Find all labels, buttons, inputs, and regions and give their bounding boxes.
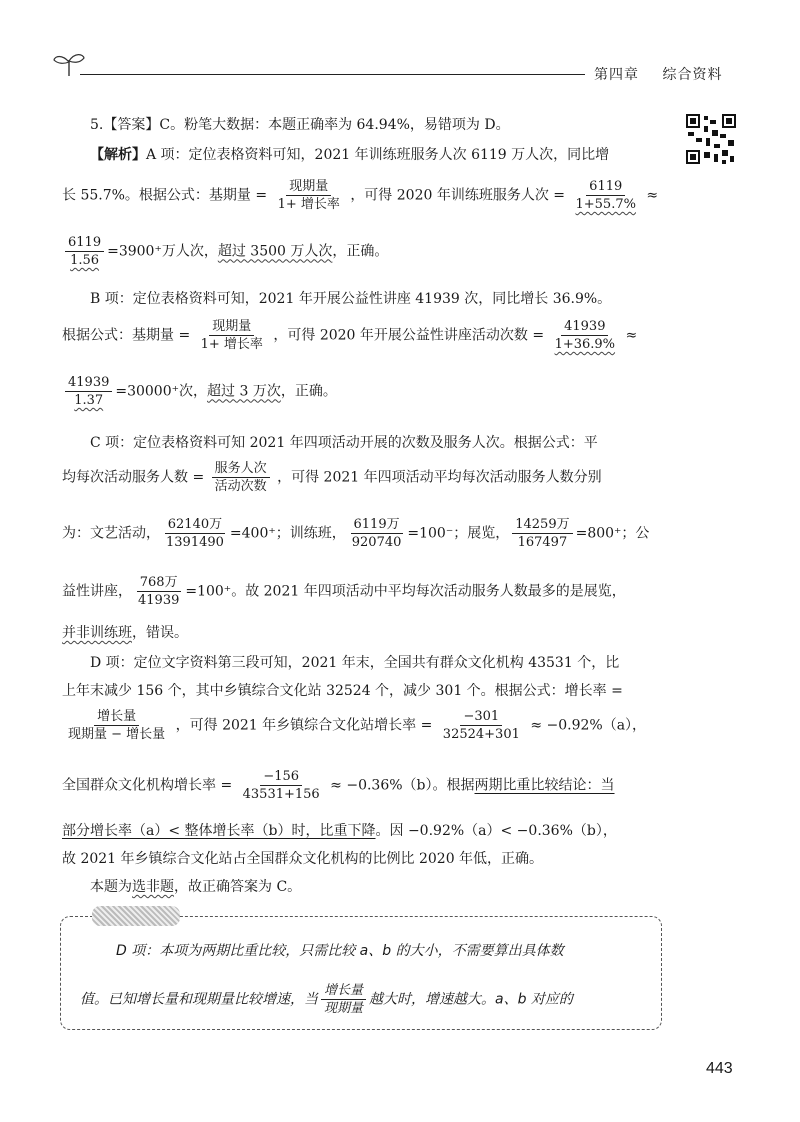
- d-text-3-end: ≈ −0.92%（a），: [530, 717, 647, 734]
- fraction-c-jiangzuo: [135, 574, 182, 609]
- fraction-a-approx: [65, 234, 104, 269]
- fraction-den: 1.56: [70, 253, 100, 268]
- approx-sign: ≈: [625, 327, 638, 344]
- a-text-1: A 项：定位表格资料可知，2021 年训练班服务人次 6119 万人次，同比增: [146, 147, 610, 163]
- fraction-den: 1+36.9%: [554, 337, 616, 352]
- analysis-d-line4: [62, 768, 615, 803]
- qr-code-icon: [686, 114, 736, 164]
- a-text-3-end: ，正确。: [332, 243, 389, 260]
- c-text-2-pre: 均每次活动服务人数 =: [62, 469, 205, 486]
- c-text-3a: 为：文艺活动，: [62, 525, 160, 542]
- fraction-num: 增长量: [94, 708, 139, 726]
- tip-line2: [80, 982, 573, 1017]
- fraction-base-formula-b: [198, 318, 266, 353]
- a-text-2-mid: ，可得 2020 年训练班服务人次 =: [350, 187, 566, 204]
- page-number: 443: [706, 1060, 733, 1077]
- conclusion-highlight: 选非题: [132, 879, 174, 895]
- chapter-label: 第四章: [594, 67, 639, 83]
- fraction-num: 现期量: [286, 178, 331, 196]
- analysis-c-line1: [90, 432, 598, 452]
- fraction-den: 32524+301: [442, 727, 520, 742]
- fraction-b-approx: [65, 374, 112, 409]
- analysis-a-line3: [62, 234, 388, 269]
- header-rule: [80, 74, 585, 75]
- analysis-d-line3: [62, 708, 646, 743]
- fraction-avg-formula: [212, 460, 270, 495]
- d-conclusion-underline-1: 两期比重比较结论：当: [474, 777, 615, 794]
- fraction-den: 41939: [138, 593, 180, 608]
- fraction-den: 43531+156: [242, 787, 320, 802]
- fraction-base-formula-a: [275, 178, 343, 213]
- d-text-4-pre: 全国群众文化机构增长率 =: [62, 777, 233, 794]
- d-text-1: D 项：定位文字资料第三段可知，2021 年末，全国共有群众文化机构 43531 个，比: [90, 655, 620, 671]
- fraction-num: 62140万: [165, 516, 225, 534]
- fraction-num: 6119万: [351, 516, 403, 534]
- fraction-b-calc: [552, 318, 618, 353]
- fraction-den: 1391490: [166, 535, 224, 550]
- fraction-den: 1+55.7%: [575, 197, 636, 212]
- fraction-growth-formula: [65, 708, 168, 743]
- answer-line: [90, 114, 510, 134]
- analysis-tag: 【解析】: [90, 147, 146, 163]
- tip-line1: [116, 940, 564, 960]
- fraction-den: 1+ 增长率: [200, 337, 263, 352]
- fraction-num: 14259万: [512, 516, 572, 534]
- analysis-b-line3: [62, 374, 337, 409]
- fraction-num: 服务人次: [212, 460, 270, 478]
- d-text-5-end: 。因 −0.92%（a）< −0.36%（b），: [375, 823, 617, 839]
- b-text-2-mid: ，可得 2020 年开展公益性讲座活动次数 =: [273, 327, 545, 344]
- analysis-d-line1: [90, 652, 619, 672]
- analysis-b-line1: [90, 288, 611, 308]
- c-text-3b: =400⁺；训练班，: [229, 525, 346, 542]
- fraction-tip: [321, 982, 366, 1017]
- c-text-3c: =100⁻；展览，: [407, 525, 510, 542]
- d-text-4-mid: ≈ −0.36%（b）。根据: [330, 777, 475, 794]
- analysis-c-line5: [62, 622, 188, 642]
- analysis-c-line3: [62, 516, 649, 551]
- tip-text-1: D 项：本项为两期比重比较，只需比较 a、b 的大小，不需要算出具体数: [116, 943, 564, 959]
- b-text-3-mid: =30000⁺次，: [115, 383, 208, 400]
- fraction-den: 现期量 − 增长量: [68, 727, 166, 742]
- analysis-c-line2: [62, 460, 602, 495]
- fraction-a-calc: [572, 178, 638, 213]
- analysis-a-line1: [90, 144, 609, 164]
- c-text-1: C 项：定位表格资料可知 2021 年四项活动开展的次数及服务人次。根据公式：平: [90, 435, 598, 451]
- d-text-2: 上年末减少 156 个，其中乡镇综合文化站 32524 个，减少 301 个。根据公式：增长率 =: [62, 683, 623, 699]
- fraction-den: 1+ 增长率: [277, 197, 340, 212]
- a-text-2-pre: 长 55.7%。根据公式：基期量 =: [62, 187, 268, 204]
- fraction-num: 现期量: [209, 318, 254, 336]
- analysis-a-line2: [62, 178, 658, 213]
- conclusion-end: ，故正确答案为 C。: [174, 879, 302, 895]
- c-text-4b: =100⁺。故 2021 年四项活动中平均每次活动服务人数最多的是展览，: [185, 583, 626, 600]
- fraction-num: 6119: [65, 234, 104, 252]
- d-text-6: 故 2021 年乡镇综合文化站占全国群众文化机构的比例比 2020 年低，正确。: [62, 851, 544, 867]
- b-text-2-pre: 根据公式：基期量 =: [62, 327, 191, 344]
- fraction-den: 167497: [517, 535, 568, 550]
- d-text-3-mid: ，可得 2021 年乡镇综合文化站增长率 =: [175, 717, 433, 734]
- c-text-2-end: ，可得 2021 年四项活动平均每次活动服务人数分别: [277, 469, 602, 486]
- analysis-d-line5: [62, 820, 617, 840]
- conclusion-pre: 本题为: [90, 879, 132, 895]
- tip-text-2-pre: 值。已知增长量和现期量比较增速，当: [80, 991, 318, 1008]
- fraction-c-zhanlan: [512, 516, 572, 551]
- c-text-3d: =800⁺；公: [575, 525, 650, 542]
- analysis-c-line4: [62, 574, 626, 609]
- fraction-d-quanguo: [240, 768, 323, 803]
- analysis-d-line6: [62, 848, 543, 868]
- fraction-num: −156: [260, 768, 302, 786]
- fraction-den: 活动次数: [214, 479, 267, 494]
- fraction-num: 增长量: [321, 982, 366, 1000]
- approx-sign: ≈: [646, 187, 659, 204]
- conclusion-line: [90, 876, 301, 896]
- chapter-header: [594, 64, 740, 84]
- b-text-1: B 项：定位表格资料可知，2021 年开展公益性讲座 41939 次，同比增长 36.9%。: [90, 291, 612, 307]
- fraction-num: 41939: [561, 318, 608, 336]
- c-text-4a: 益性讲座，: [62, 583, 132, 600]
- fraction-den: 现期量: [324, 1001, 364, 1016]
- b-text-3-end: ，正确。: [280, 383, 337, 400]
- c-text-5-end: ，错误。: [132, 625, 188, 641]
- tip-text-2-end: 越大时，增速越大。a、b 对应的: [369, 991, 573, 1008]
- d-conclusion-underline-2: 部分增长率（a）< 整体增长率（b）时，比重下降: [62, 823, 376, 839]
- c-highlight: 并非训练班: [62, 625, 132, 641]
- fraction-den: 1.37: [74, 393, 104, 408]
- fraction-c-xunlian: [349, 516, 405, 551]
- analysis-d-line2: [62, 680, 623, 700]
- fraction-c-wenyi: [163, 516, 227, 551]
- analysis-b-line2: [62, 318, 637, 353]
- fraction-num: 6119: [586, 178, 625, 196]
- fraction-num: −301: [460, 708, 502, 726]
- fraction-num: 768万: [137, 574, 181, 592]
- fraction-d-xiangzhen: [440, 708, 523, 743]
- section-label: 综合资料: [662, 67, 723, 83]
- fraction-num: 41939: [65, 374, 112, 392]
- b-highlight: 超过 3 万次: [207, 383, 281, 400]
- tip-badge-decoration: [92, 906, 180, 926]
- answer-text: 5.【答案】C。粉笔大数据：本题正确率为 64.94%，易错项为 D。: [90, 117, 510, 133]
- a-text-3-mid: =3900⁺万人次，: [107, 243, 218, 260]
- a-highlight: 超过 3500 万人次: [217, 243, 333, 260]
- fraction-den: 920740: [351, 535, 402, 550]
